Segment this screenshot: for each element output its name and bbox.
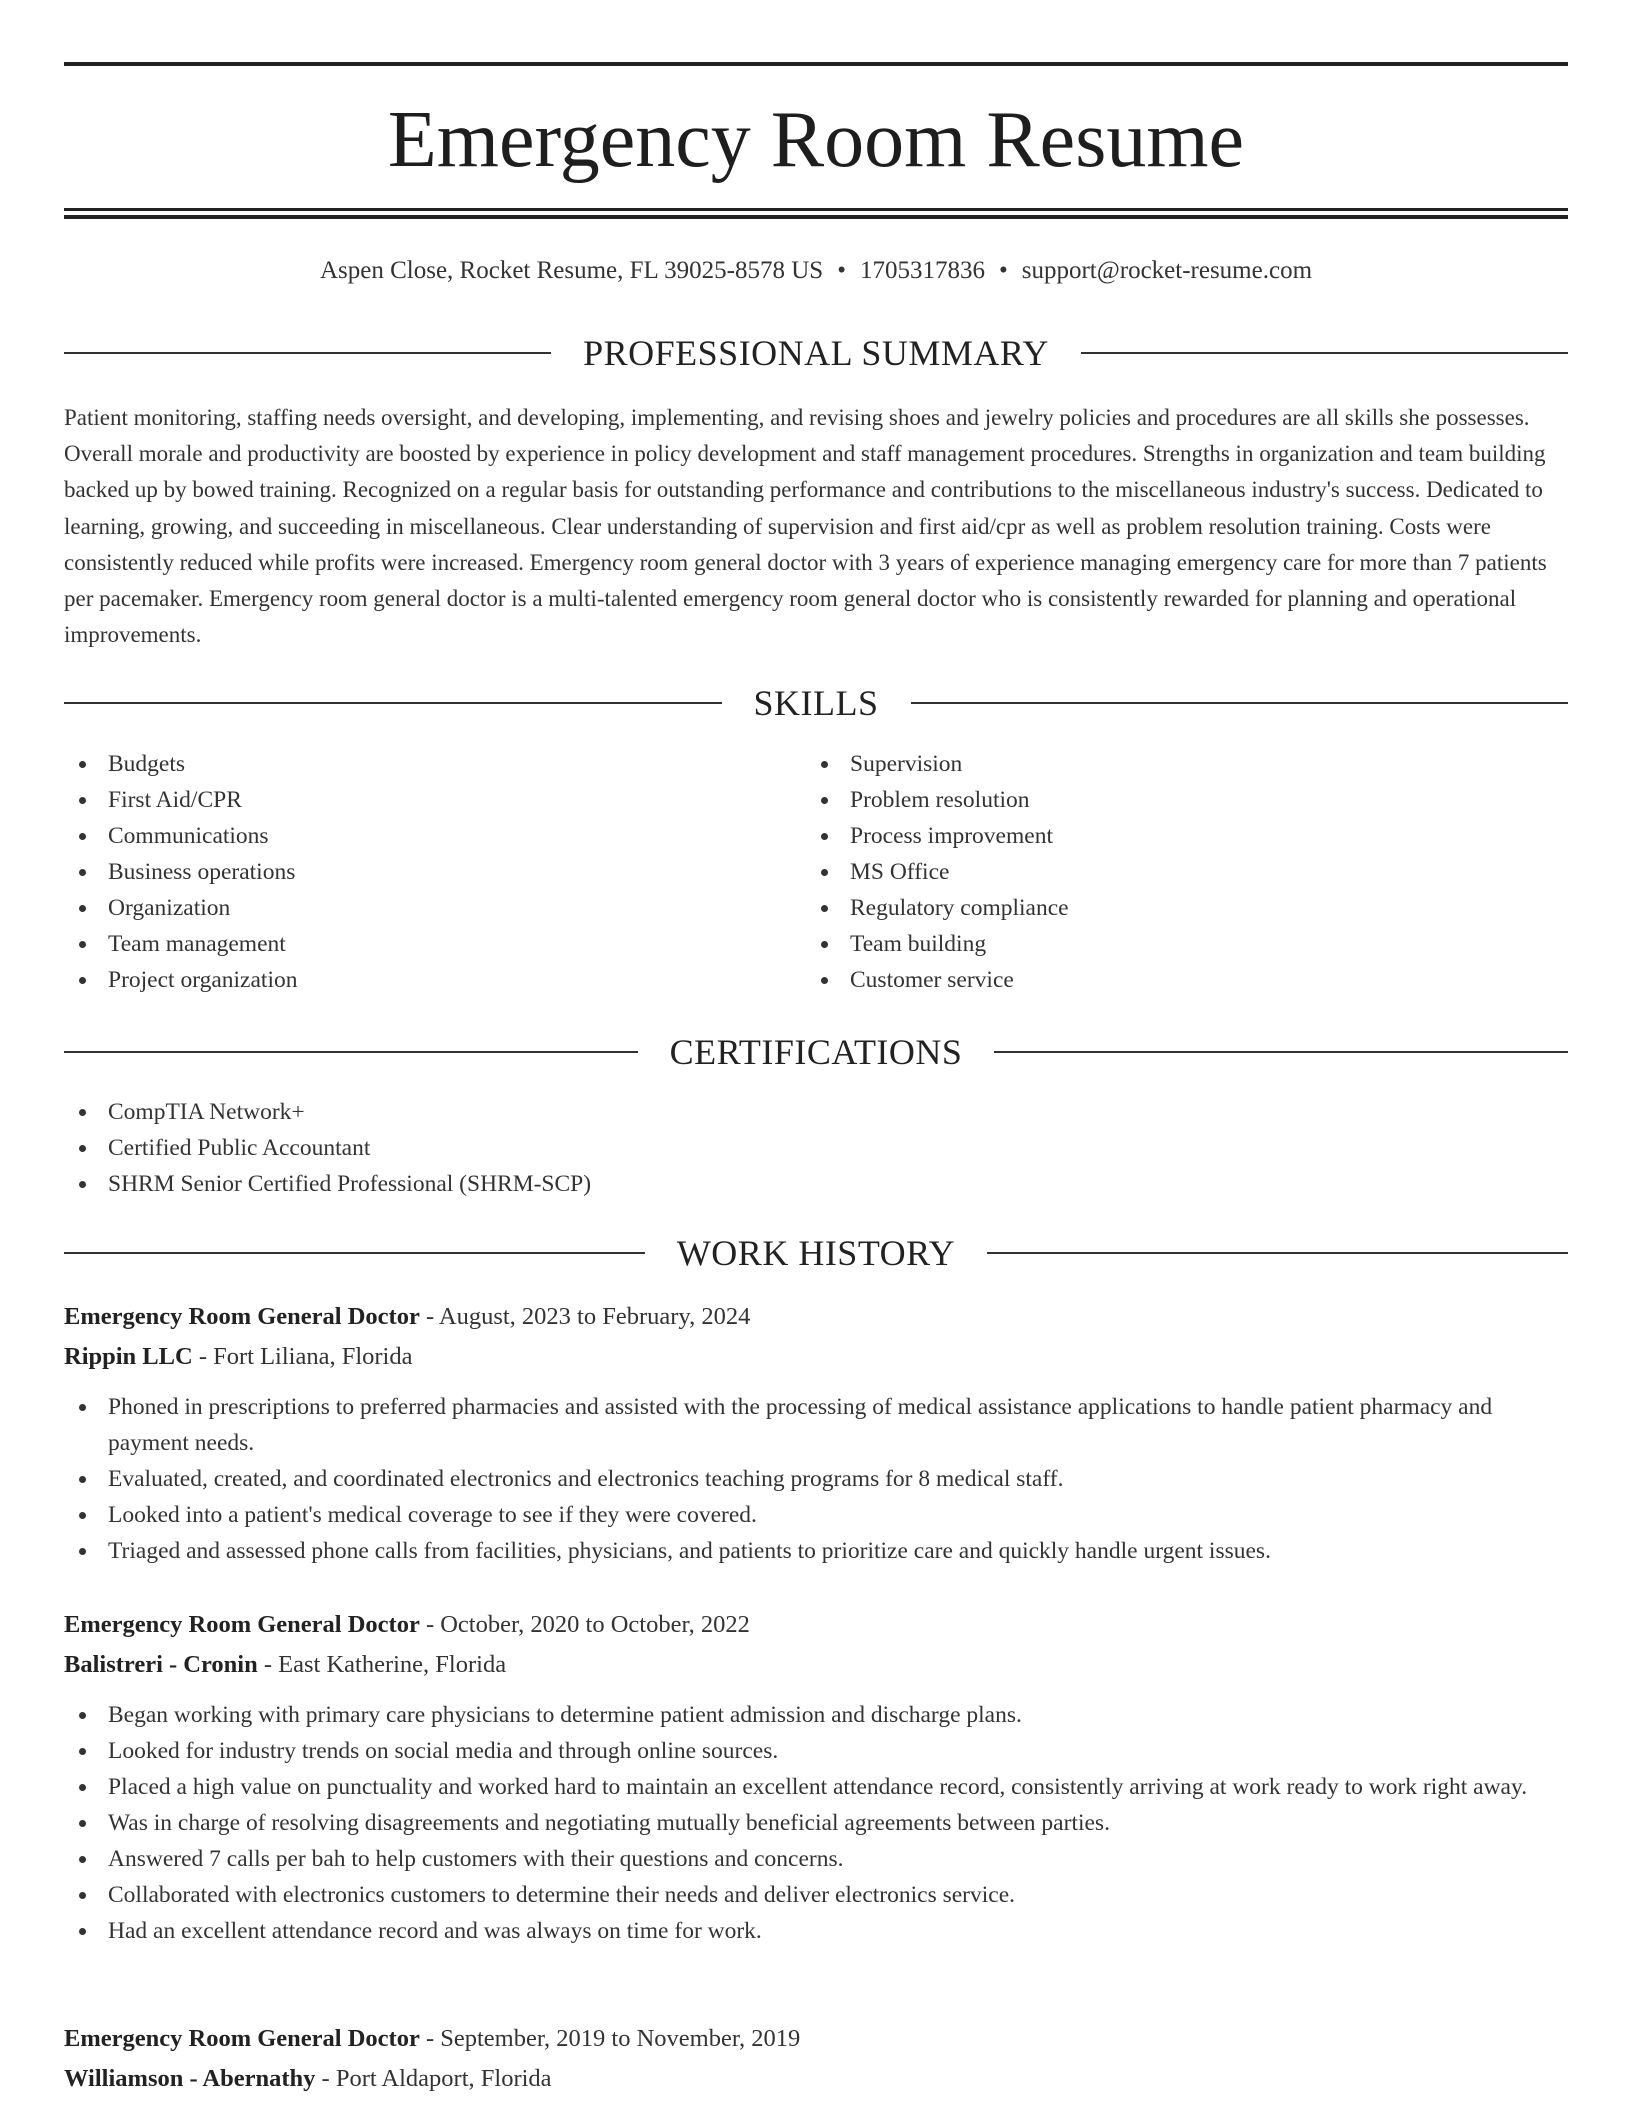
certification-item: Certified Public Accountant bbox=[64, 1130, 591, 1166]
job-duty-item: Triaged and assessed phone calls from facilities, physicians, and patients to prioritize care and quickly handle urgent issues. bbox=[64, 1533, 1568, 1569]
job-separator: - bbox=[419, 1303, 439, 1330]
title-rule-lower bbox=[64, 215, 1568, 219]
job-separator: - bbox=[192, 1343, 214, 1370]
section-heading: PROFESSIONAL SUMMARY bbox=[583, 333, 1049, 373]
section-header-summary bbox=[64, 331, 1568, 375]
job-title-line bbox=[64, 1605, 1568, 1645]
job-duty-item: Was in charge of resolving disagreements and negotiating mutually beneficial agreements between parties. bbox=[64, 1805, 1568, 1841]
job-dates: September, 2019 to November, 2019 bbox=[440, 2025, 801, 2052]
job-duty-item: Evaluated, created, and coordinated electronics and electronics teaching programs for 8 medical staff. bbox=[64, 1461, 1568, 1497]
job-title: Emergency Room General Doctor bbox=[64, 2025, 420, 2052]
skill-item: Problem resolution bbox=[806, 782, 1069, 818]
job-entry bbox=[64, 1605, 1568, 1949]
section-header-skills bbox=[64, 681, 1568, 725]
section-heading: CERTIFICATIONS bbox=[669, 1032, 963, 1072]
job-entry bbox=[64, 2019, 1568, 2099]
skills-list-left bbox=[64, 746, 297, 998]
resume-title: Emergency Room Resume bbox=[387, 96, 1245, 184]
skill-item: Team building bbox=[806, 926, 1069, 962]
job-duty-item: Phoned in prescriptions to preferred pharmacies and assisted with the processing of medical assistance applications to handle patient pharmacy and payment needs. bbox=[64, 1389, 1568, 1461]
contact-separator: • bbox=[837, 257, 846, 284]
job-location: Port Aldaport, Florida bbox=[335, 2065, 552, 2092]
skill-item: First Aid/CPR bbox=[64, 782, 297, 818]
certification-item: SHRM Senior Certified Professional (SHRM-SCP) bbox=[64, 1166, 591, 1202]
contact-email[interactable]: support@rocket-resume.com bbox=[1021, 257, 1313, 284]
job-company: Balistreri - Cronin bbox=[64, 1651, 258, 1678]
skill-item: Regulatory compliance bbox=[806, 890, 1069, 926]
skill-item: Process improvement bbox=[806, 818, 1069, 854]
contact-separator: • bbox=[998, 257, 1008, 284]
skill-item: Supervision bbox=[806, 746, 1069, 782]
section-rule bbox=[1081, 352, 1568, 354]
job-title: Emergency Room General Doctor bbox=[64, 1303, 420, 1330]
job-duties bbox=[64, 1389, 1568, 1569]
section-rule bbox=[994, 1051, 1568, 1053]
certifications-list bbox=[64, 1094, 591, 1202]
job-duty-item: Looked into a patient's medical coverage to see if they were covered. bbox=[64, 1497, 1568, 1533]
job-duty-item: Collaborated with electronics customers to determine their needs and deliver electronics service. bbox=[64, 1877, 1568, 1913]
job-title-line bbox=[64, 1297, 1568, 1337]
skill-item: Budgets bbox=[64, 746, 297, 782]
skills-list-right bbox=[806, 746, 1069, 998]
job-title: Emergency Room General Doctor bbox=[64, 1611, 420, 1638]
skill-item: Communications bbox=[64, 818, 297, 854]
job-entry bbox=[64, 1297, 1568, 1569]
section-heading: WORK HISTORY bbox=[676, 1233, 956, 1273]
skill-item: Project organization bbox=[64, 962, 297, 998]
title-rule-upper bbox=[64, 208, 1568, 211]
certification-item: CompTIA Network+ bbox=[64, 1094, 591, 1130]
job-dates: August, 2023 to February, 2024 bbox=[438, 1303, 751, 1330]
job-dates: October, 2020 to October, 2022 bbox=[440, 1611, 750, 1638]
contact-line bbox=[64, 254, 1568, 288]
skill-item: MS Office bbox=[806, 854, 1069, 890]
top-rule bbox=[64, 62, 1568, 66]
job-company-line bbox=[64, 1337, 1568, 1377]
skill-item: Customer service bbox=[806, 962, 1069, 998]
job-duties bbox=[64, 1697, 1568, 1949]
job-duty-item: Had an excellent attendance record and was always on time for work. bbox=[64, 1913, 1568, 1949]
section-header-work-history bbox=[64, 1231, 1568, 1275]
job-duty-item: Began working with primary care physicians to determine patient admission and discharge plans. bbox=[64, 1697, 1568, 1733]
section-header-certifications bbox=[64, 1030, 1568, 1074]
job-company-line bbox=[64, 1645, 1568, 1685]
section-rule bbox=[64, 702, 722, 704]
skill-item: Organization bbox=[64, 890, 297, 926]
job-location: East Katherine, Florida bbox=[278, 1651, 507, 1678]
job-separator: - bbox=[315, 2065, 336, 2092]
job-location: Fort Liliana, Florida bbox=[213, 1343, 413, 1370]
summary-text: Patient monitoring, staffing needs oversight, and developing, implementing, and revising shoes and jewelry policies and procedures are all skills she possesses. Overall morale and productivity are boosted by experience in policy development and staff management procedures. Strengths in organization and team building backed up by bowed training. Recognized on a regular basis for outstanding performance and contributions to the miscellaneous industry's success. Dedicated to learning, growing, and succeeding in miscellaneous. Clear understanding of supervision and first aid/cpr as well as problem resolution training. Costs were consistently reduced while profits were increased. Emergency room general doctor with 3 years of experience managing emergency care for more than 7 patients per pacemaker. Emergency room general doctor is a multi-talented emergency room general doctor who is consistently rewarded for planning and operational improvements. bbox=[64, 405, 1547, 648]
job-separator: - bbox=[257, 1651, 279, 1678]
job-separator: - bbox=[419, 1611, 441, 1638]
section-heading: SKILLS bbox=[753, 683, 879, 723]
job-duty-item: Placed a high value on punctuality and worked hard to maintain an excellent attendance record, consistently arriving at work ready to work right away. bbox=[64, 1769, 1568, 1805]
skill-item: Business operations bbox=[64, 854, 297, 890]
section-rule bbox=[64, 1051, 638, 1053]
skill-item: Team management bbox=[64, 926, 297, 962]
job-company: Williamson - Abernathy bbox=[64, 2065, 316, 2092]
contact-phone: 1705317836 bbox=[859, 257, 985, 284]
section-rule bbox=[987, 1252, 1568, 1254]
job-title-line bbox=[64, 2019, 1568, 2059]
job-company: Rippin LLC bbox=[64, 1343, 193, 1370]
job-duty-item: Looked for industry trends on social media and through online sources. bbox=[64, 1733, 1568, 1769]
contact-address: Aspen Close, Rocket Resume, FL 39025-8578 US bbox=[319, 257, 824, 284]
section-rule bbox=[64, 352, 551, 354]
job-separator: - bbox=[419, 2025, 441, 2052]
job-company-line bbox=[64, 2059, 1568, 2099]
section-rule bbox=[911, 702, 1569, 704]
section-rule bbox=[64, 1252, 645, 1254]
job-duty-item: Answered 7 calls per bah to help customers with their questions and concerns. bbox=[64, 1841, 1568, 1877]
